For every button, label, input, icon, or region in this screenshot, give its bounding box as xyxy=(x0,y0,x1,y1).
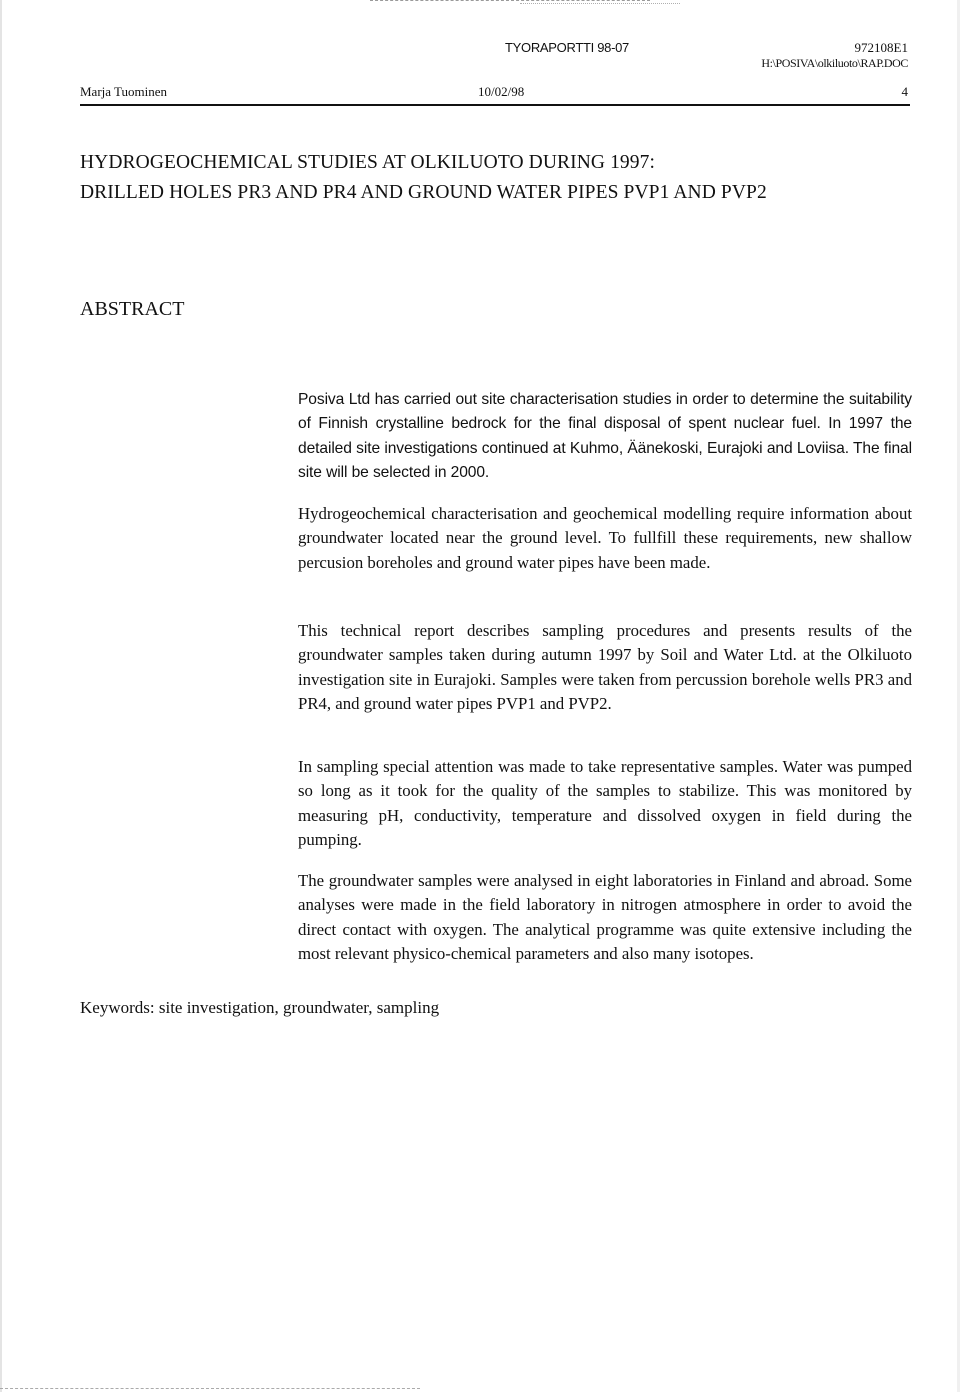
abstract-paragraph: In sampling special attention was made to take representative samples. Water was pumped so long as it took for the quality of the samples to stabilize. This was monitored by measuring pH, conductivity, temperature and dissolved oxygen in field during the pumping. xyxy=(298,756,912,850)
abstract-paragraph: Hydrogeochemical characterisation and geochemical modelling require information about groundwater located near the ground level. To fullfill these requirements, new shallow percusion boreholes and ground water pipes have been made. xyxy=(298,503,912,572)
report-id: TYORAPORTTI 98-07 xyxy=(505,40,629,55)
author-name: Marja Tuominen xyxy=(80,84,168,99)
abstract-paragraph: Posiva Ltd has carried out site characterisation studies in order to determine the suitability of Finnish crystalline bedrock for the final disposal of spent nuclear fuel. In 1997 the detailed site investigations continued at Kuhmo, Äänekoski, Eurajoki and Loviisa. The final site will be selected in 2000. xyxy=(298,390,912,482)
scan-artifact-top xyxy=(370,0,650,1)
document-title-line-1: HYDROGEOCHEMICAL STUDIES AT OLKILUOTO DURING 1997: xyxy=(80,152,656,173)
document-date: 10/02/98 xyxy=(478,84,525,99)
abstract-paragraph: This technical report describes sampling procedures and presents results of the groundwater samples taken during autumn 1997 by Soil and Water Ltd. at the Olkiluoto investigation site in Eurajoki. Samples were taken from percussion borehole wells PR3 and PR4, and ground water pipes PVP1 and PVP2. xyxy=(298,620,912,714)
abstract-paragraph: The groundwater samples were analysed in eight laboratories in Finland and abroad. Some analyses were made in the field laboratory in nitrogen atmosphere in order to avoid the direct contact with oxygen. The analytical programme was quite extensive including the most relevant physico-chemical parameters and also many isotopes. xyxy=(298,870,912,964)
page-number: 4 xyxy=(901,84,908,99)
page-edge-left xyxy=(0,0,2,1392)
document-code: 972108E1 xyxy=(854,40,908,55)
abstract-heading: ABSTRACT xyxy=(80,298,185,320)
file-path: H:\POSIVA\olkiluoto\RAP.DOC xyxy=(761,56,908,70)
scan-artifact-bottom xyxy=(0,1388,420,1389)
header-divider xyxy=(80,104,910,106)
scan-artifact-top-2 xyxy=(520,3,680,4)
keywords-line: Keywords: site investigation, groundwater, sampling xyxy=(80,998,440,1017)
document-title-line-2: DRILLED HOLES PR3 AND PR4 AND GROUND WATER PIPES PVP1 AND PVP2 xyxy=(80,182,767,203)
